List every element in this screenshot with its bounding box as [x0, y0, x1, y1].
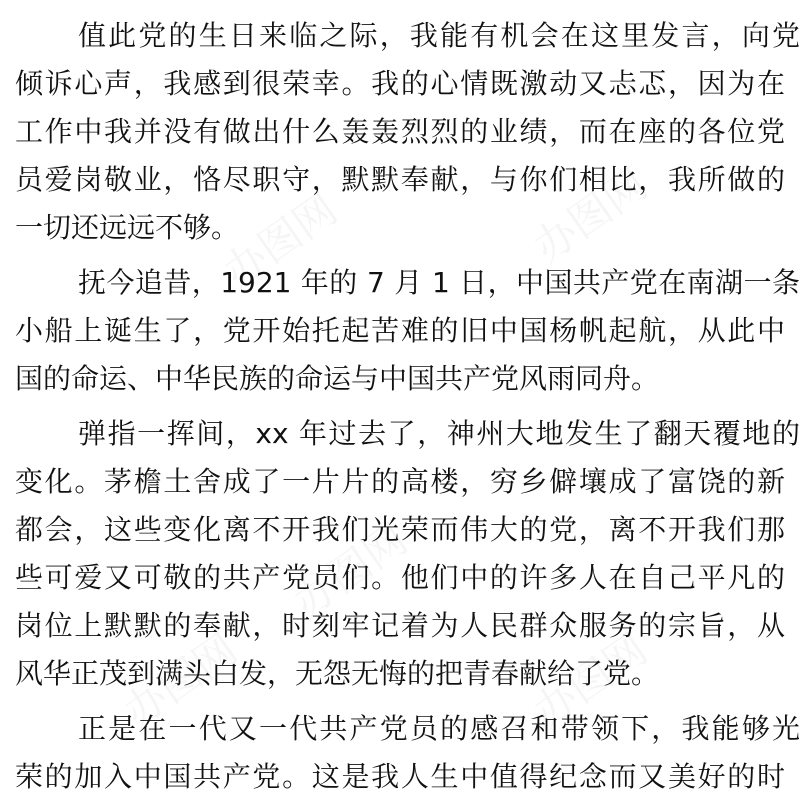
- paragraph-3-line-5: [0, 605, 800, 647]
- paragraph-3-line-2: [0, 461, 800, 503]
- paragraph-4-line-1: [0, 708, 800, 750]
- paragraph-3-text-4: 些可爱又可敬的共产党员们。他们中的许多人在自己平凡的: [15, 561, 785, 594]
- paragraph-1-text-1: 值此党的生日来临之际，我能有机会在这里发言，向党: [78, 19, 800, 52]
- paragraph-4-text-2: 荣的加入中国共产党。这是我人生中值得纪念而又美好的时: [15, 760, 785, 793]
- paragraph-3-text-1: 弹指一挥间，xx 年过去了，神州大地发生了翻天覆地的: [78, 417, 800, 450]
- paragraph-3-line-4: [0, 557, 800, 599]
- paragraph-3-line-1: [0, 413, 800, 455]
- paragraph-2-line-2: [0, 310, 800, 352]
- paragraph-2-text-1: 抚今追昔，1921 年的 7 月 1 日，中国共产党在南湖一条: [78, 266, 800, 299]
- paragraph-1-line-1: [0, 15, 800, 57]
- paragraph-3-text-6: 风华正茂到满头白发，无怨无悔的把青春献给了党。: [15, 657, 660, 690]
- paragraph-4-text-1: 正是在一代又一代共产党员的感召和带领下，我能够光: [78, 712, 800, 745]
- paragraph-1-text-5: 一切还远远不够。: [15, 211, 240, 244]
- paragraph-4-line-2: [0, 756, 800, 798]
- paragraph-2-line-1: [0, 262, 800, 304]
- paragraph-2-text-3: 国的命运、中华民族的命运与中国共产党风雨同舟。: [15, 362, 660, 395]
- paragraph-3-text-5: 岗位上默默的奉献，时刻牢记着为人民群众服务的宗旨，从: [15, 609, 785, 642]
- watermark-1: 办图网: [214, 184, 346, 297]
- watermark-5: 办图网: [524, 624, 656, 737]
- paragraph-1-text-2: 倾诉心声，我感到很荣幸。我的心情既激动又忐忑，因为在: [15, 67, 785, 100]
- paragraph-1-text-4: 员爱岗敬业，恪尽职守，默默奉献，与你们相比，我所做的: [15, 163, 785, 196]
- paragraph-3-text-3: 都会，这些变化离不开我们光荣而伟大的党，离不开我们那: [15, 513, 785, 546]
- paragraph-1-line-3: [0, 111, 800, 153]
- paragraph-1-line-4: [0, 159, 800, 201]
- paragraph-1-line-5: [0, 207, 800, 249]
- paragraph-3-line-6: [0, 653, 800, 695]
- watermark-2: 办图网: [524, 159, 656, 272]
- paragraph-3-line-3: [0, 509, 800, 551]
- paragraph-1-text-3: 工作中我并没有做出什么轰轰烈烈的业绩，而在座的各位党: [15, 115, 785, 148]
- paragraph-2-text-2: 小船上诞生了，党开始托起苦难的旧中国杨帆起航，从此中: [15, 314, 785, 347]
- paragraph-2-line-3: [0, 358, 800, 400]
- watermark-4: 办图网: [114, 624, 246, 737]
- paragraph-3-text-2: 变化。茅檐土舍成了一片片的高楼，穷乡僻壤成了富饶的新: [15, 465, 785, 498]
- watermark-3: 办图网: [284, 514, 416, 627]
- paragraph-1-line-2: [0, 63, 800, 105]
